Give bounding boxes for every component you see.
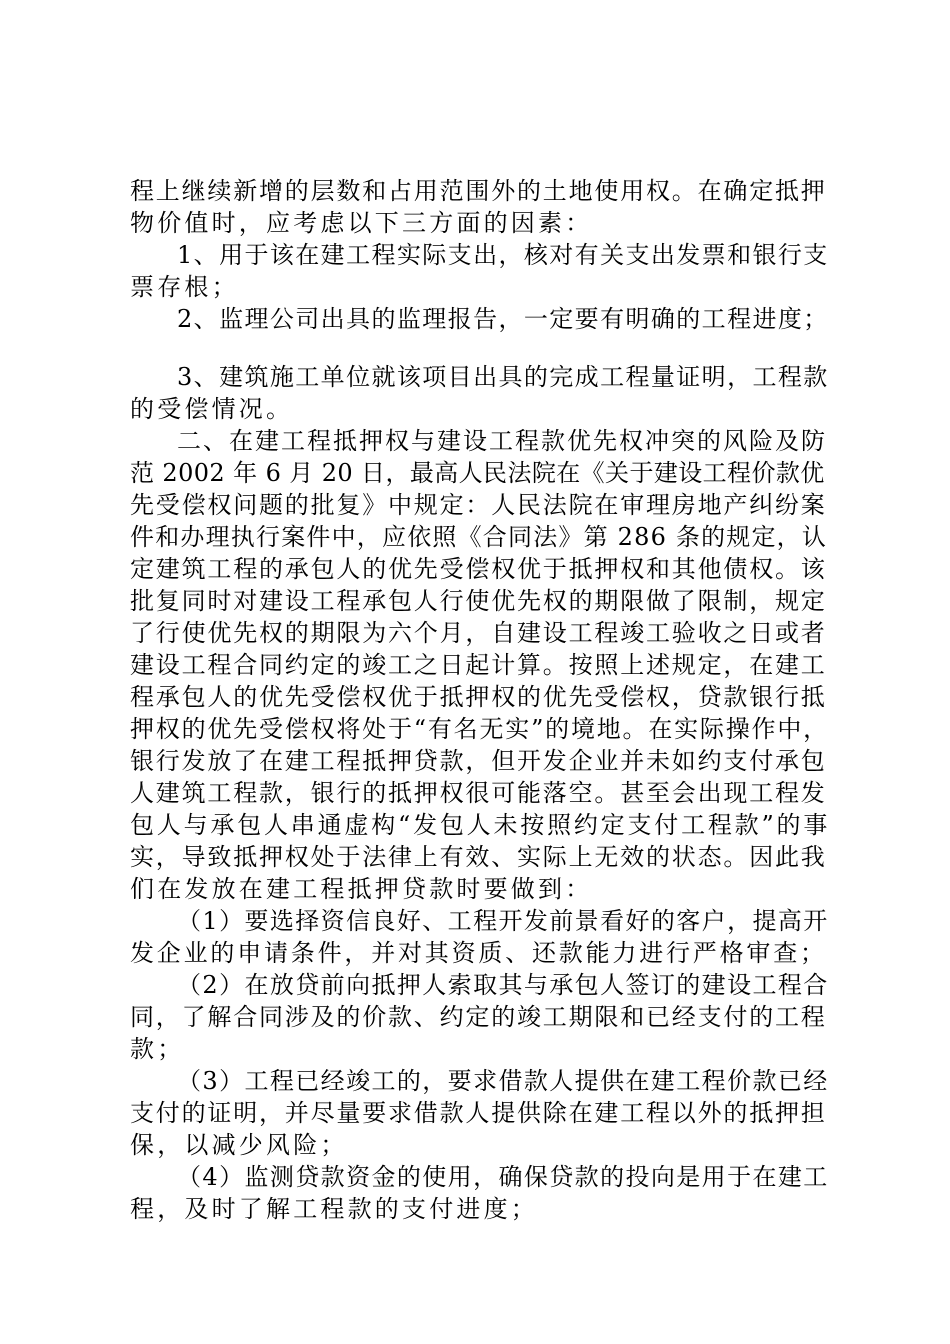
text-line: 程上继续新增的层数和占用范围外的土地使用权。在确定抵押 [130,177,827,205]
text-line: 押权的优先受偿权将处于“有名无实”的境地。在实际操作中， [130,715,829,743]
text-line: 先受偿权问题的批复》中规定：人民法院在审理房地产纠纷案 [130,491,827,519]
text-line: 1、用于该在建工程实际支出，核对有关支出发票和银行支 [177,241,829,269]
text-line: 批复同时对建设工程承包人行使优先权的期限做了限制，规定 [130,587,827,615]
text-line: 程承包人的优先受偿权优于抵押权的优先受偿权，贷款银行抵 [130,683,827,711]
text-line: 银行发放了在建工程抵押贷款，但开发企业并未如约支付承包 [130,747,827,775]
text-line: 支付的证明，并尽量要求借款人提供除在建工程以外的抵押担 [130,1099,827,1127]
text-line: 范 2002 年 6 月 20 日，最高人民法院在《关于建设工程价款优 [130,459,825,487]
text-line: 款； [130,1035,185,1063]
list-item: （3）工程已经竣工的，要求借款人提供在建工程价款已经 [177,1067,829,1095]
text-line: 人建筑工程款，银行的抵押权很可能落空。甚至会出现工程发 [130,779,827,807]
text-line: 票存根； [130,273,239,301]
text-line: 2、监理公司出具的监理报告，一定要有明确的工程进度； [177,305,829,333]
text-line: 了行使优先权的期限为六个月，自建设工程竣工验收之日或者 [130,619,827,647]
text-line: 实，导致抵押权处于法律上有效、实际上无效的状态。因此我 [130,843,827,871]
text-line: 程，及时了解工程款的支付进度； [130,1195,538,1223]
list-item: （4）监测贷款资金的使用，确保贷款的投向是用于在建工 [177,1163,829,1191]
section-heading: 二、在建工程抵押权与建设工程款优先权冲突的风险及防 [177,427,827,455]
text-line: 物价值时，应考虑以下三方面的因素： [130,209,593,237]
text-line: 建设工程合同约定的竣工之日起计算。按照上述规定，在建工 [130,651,827,679]
text-line: 的受偿情况。 [130,395,294,423]
text-line: 发企业的申请条件，并对其资质、还款能力进行严格审查； [130,939,827,967]
list-item: （1）要选择资信良好、工程开发前景看好的客户，提高开 [177,907,829,935]
text-line: 同，了解合同涉及的价款、约定的竣工期限和已经支付的工程 [130,1003,827,1031]
text-line: 们在发放在建工程抵押贷款时要做到： [130,875,593,903]
text-line: 保，以减少风险； [130,1131,348,1159]
text-line: 包人与承包人串通虚构“发包人未按照约定支付工程款”的事 [130,811,831,839]
text-line: 3、建筑施工单位就该项目出具的完成工程量证明，工程款 [177,363,829,391]
text-line: 件和办理执行案件中，应依照《合同法》第 286 条的规定，认 [130,523,828,551]
text-line: 定建筑工程的承包人的优先受偿权优于抵押权和其他债权。该 [130,555,827,583]
list-item: （2）在放贷前向抵押人索取其与承包人签订的建设工程合 [177,971,829,999]
